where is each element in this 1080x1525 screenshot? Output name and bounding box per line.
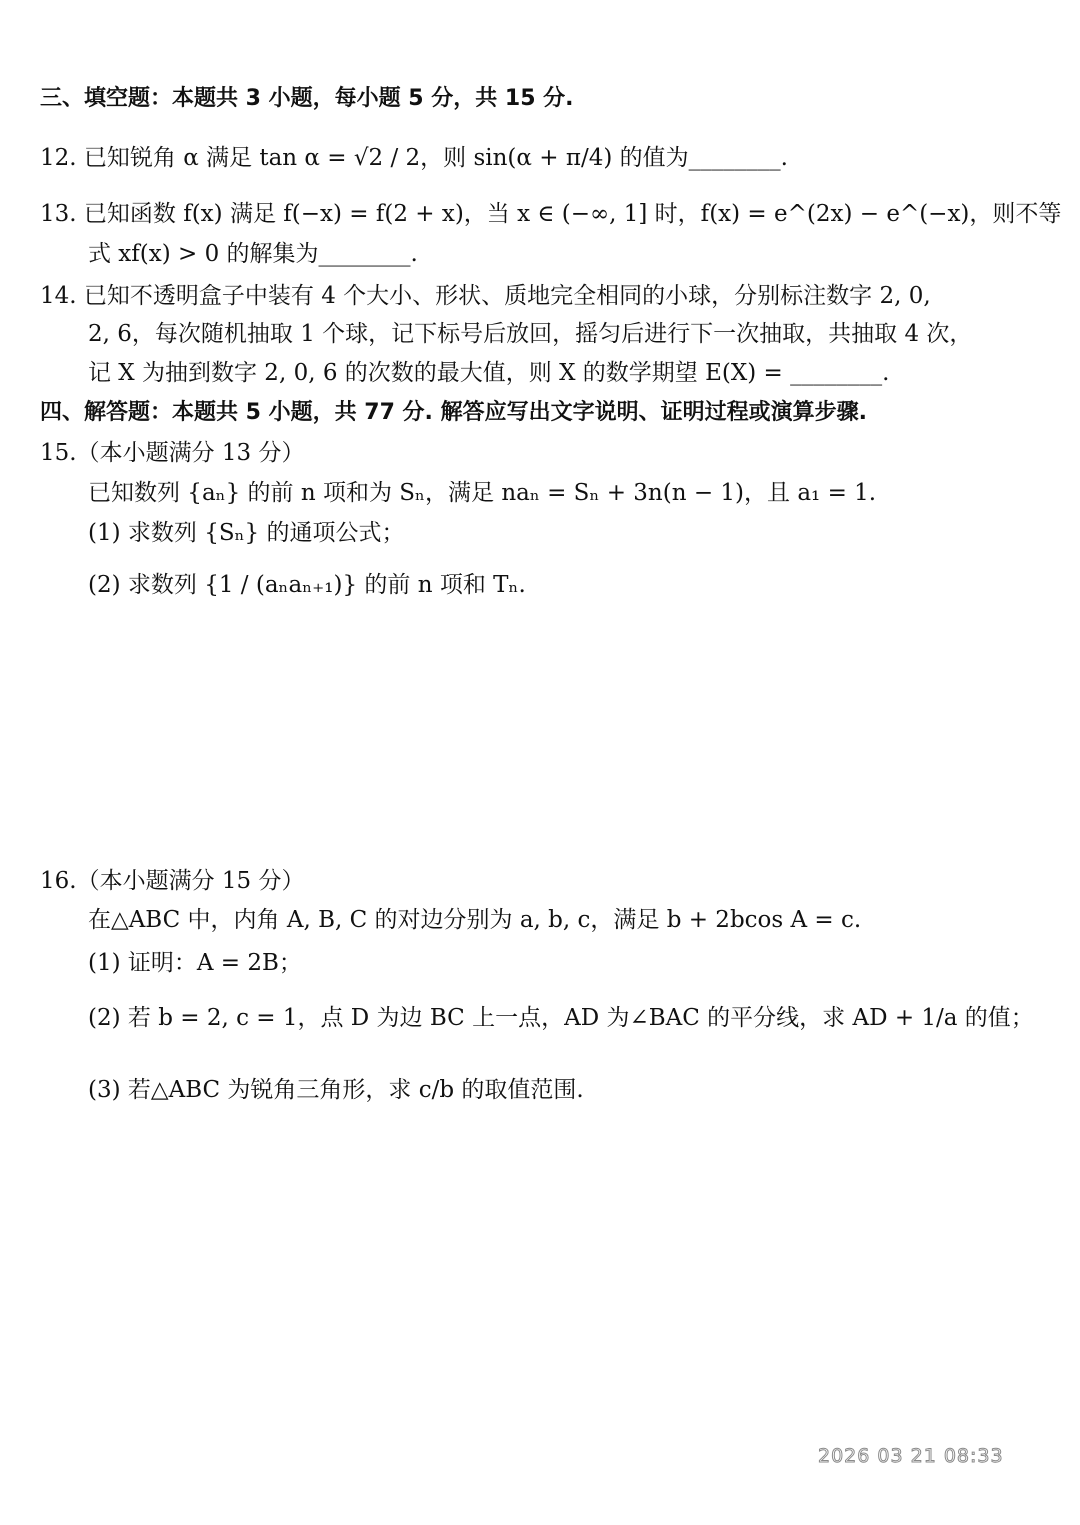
question-16-part1: (1) 证明：A = 2B；: [88, 950, 302, 976]
section-3-title: 三、填空题：本题共 3 小题，每小题 5 分，共 15 分.: [40, 86, 574, 111]
question-13-line1: 13. 已知函数 f(x) 满足 f(−x) = f(2 + x)，当 x ∈ (−∞, 1] 时，f(x) = e^(2x) − e^(−x)，则不等: [40, 201, 1062, 227]
question-16-part2: (2) 若 b = 2, c = 1，点 D 为边 BC 上一点，AD 为∠BAC 的平分线，求 AD + 1/a 的值；: [88, 1005, 1034, 1031]
question-15-header: 15.（本小题满分 13 分）: [40, 440, 305, 466]
question-15-stem: 已知数列 {aₙ} 的前 n 项和为 Sₙ，满足 naₙ = Sₙ + 3n(n − 1)，且 a₁ = 1.: [88, 480, 877, 506]
question-12: 12. 已知锐角 α 满足 tan α = √2 / 2，则 sin(α + π/4) 的值为________.: [40, 145, 788, 171]
question-14-line1: 14. 已知不透明盒子中装有 4 个大小、形状、质地完全相同的小球，分别标注数字 2, 0,: [40, 283, 931, 309]
question-15-part2: (2) 求数列 {1 / (aₙaₙ₊₁)} 的前 n 项和 Tₙ.: [88, 572, 526, 598]
question-15-part1: (1) 求数列 {Sₙ} 的通项公式；: [88, 520, 405, 546]
section-4-title: 四、解答题：本题共 5 小题，共 77 分. 解答应写出文字说明、证明过程或演算步骤.: [40, 400, 867, 425]
photo-timestamp: 2026 03 21 08:33: [818, 1445, 1004, 1467]
question-16-part3: (3) 若△ABC 为锐角三角形，求 c/b 的取值范围.: [88, 1077, 584, 1103]
question-16-header: 16.（本小题满分 15 分）: [40, 868, 305, 894]
question-14-line2: 2, 6，每次随机抽取 1 个球，记下标号后放回，摇匀后进行下一次抽取，共抽取 4 次，: [88, 321, 973, 347]
question-13-line2: 式 xf(x) > 0 的解集为________.: [88, 241, 418, 267]
question-14-line3: 记 X 为抽到数字 2, 0, 6 的次数的最大值，则 X 的数学期望 E(X) = ________.: [88, 360, 890, 386]
question-16-stem: 在△ABC 中，内角 A, B, C 的对边分别为 a, b, c，满足 b + 2bcos A = c.: [88, 907, 862, 933]
